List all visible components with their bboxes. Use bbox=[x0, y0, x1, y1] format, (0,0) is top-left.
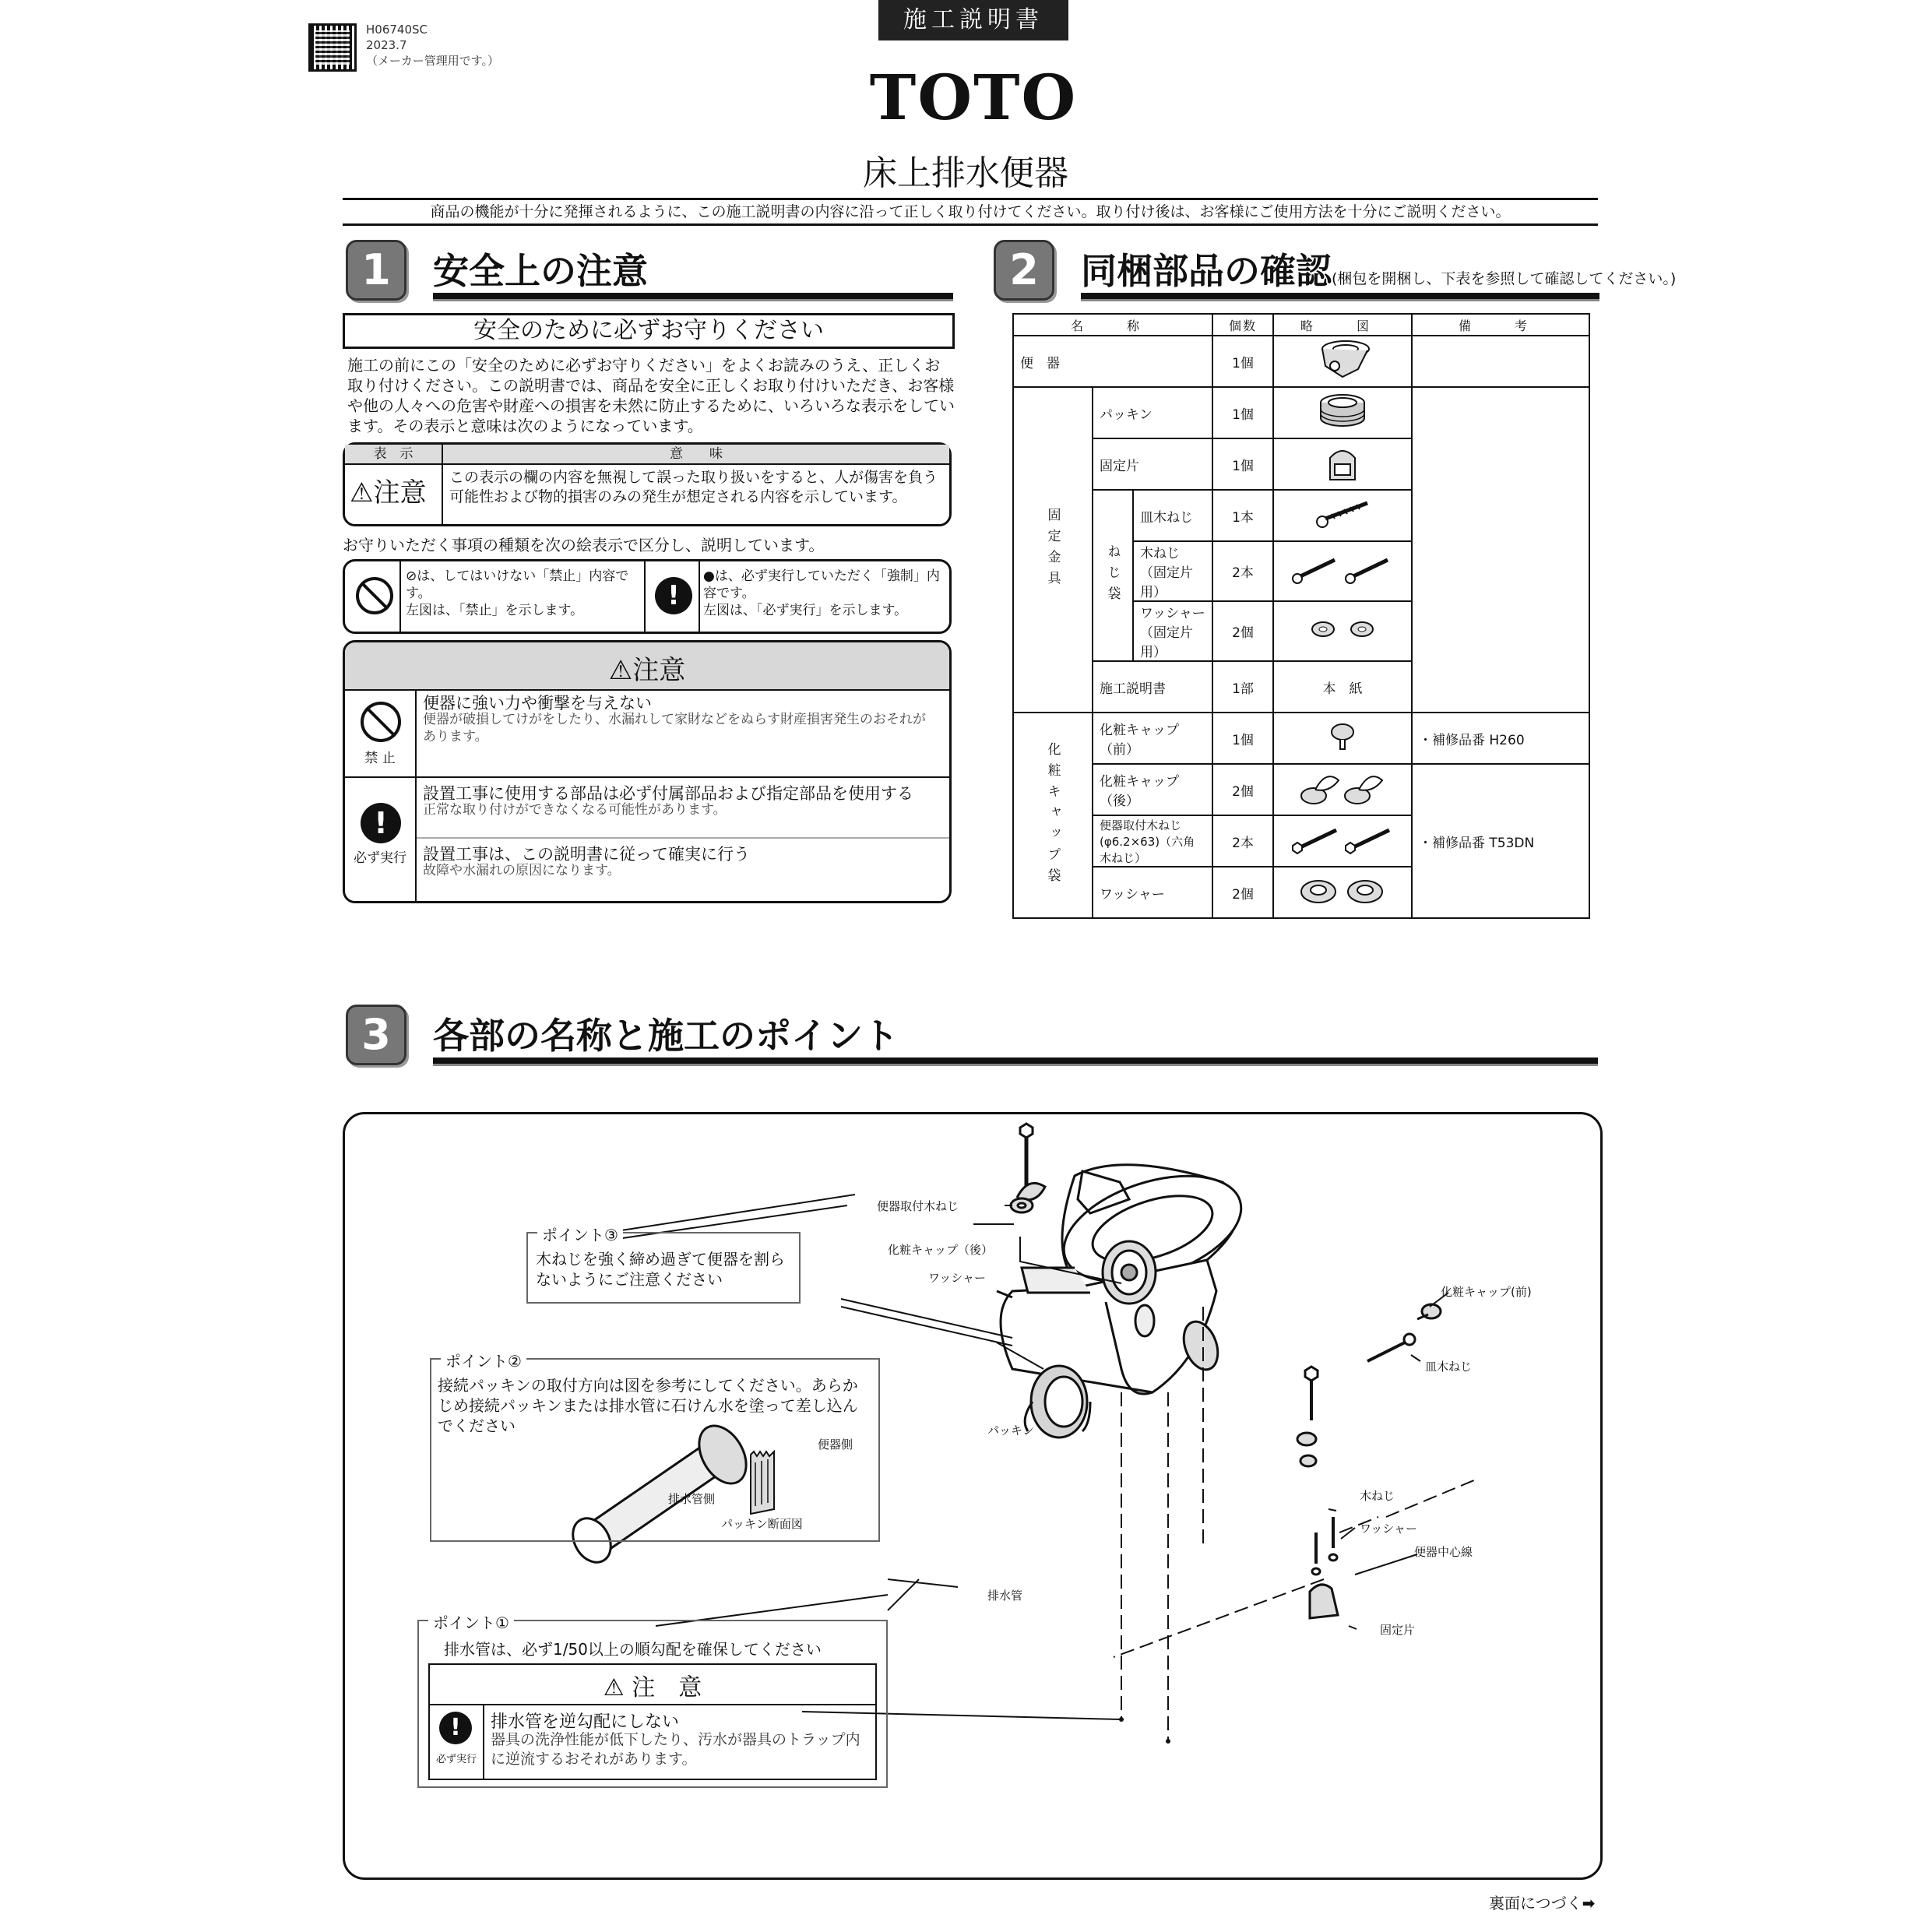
point-3-box bbox=[526, 1226, 801, 1304]
point-1-caution-head: 排水管を逆勾配にしない bbox=[491, 1712, 680, 1732]
toilet-figure bbox=[1273, 336, 1412, 387]
continue-note bbox=[1489, 1891, 1595, 1913]
brand-logo: TOTO bbox=[869, 61, 1078, 134]
legend-head-meaning: 意 味 bbox=[670, 446, 723, 462]
prohibit-icon bbox=[356, 577, 393, 614]
point-1-caution bbox=[428, 1663, 877, 1780]
legend-table bbox=[343, 442, 952, 526]
group-cap-bag: 化粧キャップ袋 bbox=[1013, 713, 1093, 918]
item-2-label: 必ず実行 bbox=[354, 850, 406, 866]
prohibit-icon bbox=[361, 702, 401, 742]
table-row: ねじ袋 皿木ねじ 1本 bbox=[1013, 490, 1589, 541]
item-2-body: 正常な取り付けができなくなる可能性があります。 bbox=[423, 802, 727, 818]
washer-large-figure bbox=[1273, 867, 1412, 918]
item-1-label: 禁 止 bbox=[364, 751, 396, 766]
washer-figure bbox=[1273, 601, 1412, 661]
section-3-rule bbox=[433, 1057, 1598, 1066]
packing-section-figure bbox=[743, 1447, 867, 1525]
cap-front bbox=[1417, 1304, 1441, 1319]
table-row: 便 器 1個 bbox=[1013, 336, 1589, 387]
point-3-label: ポイント③ bbox=[537, 1223, 623, 1245]
legend-mark-text: 注意 bbox=[373, 477, 427, 509]
section-1-number: 1 bbox=[346, 240, 406, 301]
legend-head-display: 表 示 bbox=[373, 446, 413, 462]
point-1-caution-title: ⚠ 注 意 bbox=[603, 1674, 702, 1701]
flat-screw bbox=[1367, 1334, 1415, 1361]
maker-note: （メーカー管理用です。） bbox=[366, 54, 500, 68]
label-wood-screw: 木ねじ bbox=[1360, 1489, 1395, 1503]
mandatory-icon: ! bbox=[439, 1712, 472, 1744]
fixing-piece-figure bbox=[1273, 438, 1412, 490]
mandatory-small-icon: ● bbox=[703, 568, 715, 584]
warning-triangle-icon: ⚠ bbox=[603, 1674, 625, 1701]
flat-screw-figure bbox=[1273, 490, 1412, 541]
intro-text: 商品の機能が十分に発揮されるように、この施工説明書の内容に沿って正しく取り付けてください。取り付け後は、お客様にご使用方法を十分にご説明ください。 bbox=[343, 198, 1598, 226]
label-flat-screw: 皿木ねじ bbox=[1425, 1360, 1473, 1374]
mandatory-text: ●は、必ず実行していただく「強制」内容です。 左図は、「必ず実行」を示します。 bbox=[703, 568, 940, 618]
doc-date: 2023.7 bbox=[366, 38, 407, 52]
label-mount-screw: 便器取付木ねじ bbox=[877, 1199, 959, 1213]
point-2-box bbox=[430, 1352, 880, 1542]
label-washer: ワッシャー bbox=[928, 1271, 986, 1285]
floor-mark bbox=[1119, 1717, 1124, 1722]
packing-toilet-side: 便器側 bbox=[818, 1438, 853, 1452]
legend-meaning: この表示の欄の内容を無視して誤った取り扱いをすると、人が傷害を負う可能性および物的損害のみの発生が想定される内容を示しています。 bbox=[449, 469, 938, 505]
label-drain-pipe: 排水管 bbox=[987, 1589, 1023, 1603]
packing-caption: パッキン断面図 bbox=[721, 1517, 803, 1531]
qr-code bbox=[308, 23, 357, 72]
item-1-head: 便器に強い力や衝撃を与えない bbox=[423, 694, 652, 713]
classify-text: お守りいただく事項の種類を次の絵表示で区分し、説明しています。 bbox=[343, 536, 825, 554]
section-2-title: 同梱部品の確認 bbox=[1081, 250, 1332, 292]
label-center-line: 便器中心線 bbox=[1414, 1545, 1473, 1559]
continue-text: 裏面につづく bbox=[1489, 1894, 1582, 1913]
cap-front-figure bbox=[1273, 713, 1412, 764]
point-1-caution-label: 必ず実行 bbox=[435, 1754, 477, 1765]
label-cap-front: 化粧キャップ(前) bbox=[1441, 1285, 1532, 1299]
table-row: 化粧キャップ袋 化粧キャップ（前） 1個 ・補修品番 H260 bbox=[1013, 713, 1589, 764]
table-row: 施工説明書 1部 本 紙 bbox=[1013, 661, 1589, 713]
section-3-number: 3 bbox=[346, 1005, 406, 1065]
product-title: 床上排水便器 bbox=[863, 153, 1068, 193]
mandatory-icon: ! bbox=[361, 803, 401, 843]
prohibit-small-icon: ⊘ bbox=[406, 568, 417, 584]
section-2-heading bbox=[1081, 243, 1676, 294]
packing-rings bbox=[1025, 1366, 1090, 1438]
parts-table bbox=[1012, 313, 1590, 919]
section-2-rule bbox=[1081, 293, 1599, 301]
table-row: 固定金具 パッキン 1個 bbox=[1013, 387, 1589, 438]
table-row: 化粧キャップ（後） 2個 ・補修品番 T53DN bbox=[1013, 764, 1589, 815]
section-2-number: 2 bbox=[994, 240, 1054, 301]
section-3-title: 各部の名称と施工のポイント bbox=[433, 1015, 899, 1057]
legend-mark bbox=[350, 471, 426, 509]
doc-type-tab: 施工説明書 bbox=[878, 0, 1068, 40]
drain-outlet bbox=[1103, 1241, 1156, 1304]
mount-screw-figure bbox=[1273, 815, 1412, 867]
cap-rear-figure bbox=[1273, 764, 1412, 815]
point-1-caution-body: 器具の洗浄性能が低下したり、汚水が器具のトラップ内に逆流するおそれがあります。 bbox=[491, 1731, 860, 1768]
section-1-title: 安全上の注意 bbox=[433, 250, 648, 292]
label-cap-rear: 化粧キャップ（後） bbox=[888, 1243, 994, 1257]
symbol-legend bbox=[343, 559, 952, 634]
section-2-subtitle: (梱包を開梱し、下表を参照して確認してください。) bbox=[1332, 270, 1677, 287]
table-row: ワッシャー 2個 bbox=[1013, 867, 1589, 918]
label-packing: パッキン bbox=[987, 1423, 1034, 1438]
caution-title: ⚠注意 bbox=[608, 655, 686, 686]
packing-drain-side: 排水管側 bbox=[668, 1492, 716, 1506]
item-3-head: 設置工事は、この説明書に従って確実に行う bbox=[423, 845, 750, 864]
floor-mark bbox=[1166, 1739, 1170, 1744]
packing-figure bbox=[1273, 387, 1412, 438]
doc-meta bbox=[366, 22, 499, 69]
arrow-right-icon: ➡ bbox=[1582, 1894, 1596, 1913]
table-header: 名 称 個数 略 図 備 考 bbox=[1013, 314, 1589, 336]
group-fixing: 固定金具 bbox=[1013, 387, 1093, 713]
prohibit-text: ⊘は、してはいけない「禁止」内容です。 左図は、「禁止」を示します。 bbox=[406, 568, 629, 618]
point-3-text: 木ねじを強く締め過ぎて便器を割らないようにご注意ください bbox=[536, 1250, 785, 1289]
item-2-head: 設置工事に使用する部品は必ず付属部品および指定部品を使用する bbox=[423, 784, 913, 803]
safety-banner: 安全のために必ずお守りください bbox=[343, 313, 955, 349]
safety-paragraph: 施工の前にこの「安全のために必ずお守りください」をよくお読みのうえ、正しくお取り付けください。この説明書では、商品を安全に正しくお取り付けいただき、お客様や他の人々への危害や財産への損害を未然に防止するために、いろいろな表示をしています。その表示と意味は次のようになっています。 bbox=[347, 356, 955, 435]
warning-triangle-icon: ⚠ bbox=[608, 655, 633, 686]
fixing-piece-drawing bbox=[1310, 1517, 1338, 1618]
point-1-box bbox=[417, 1614, 888, 1788]
table-row: 固定片 1個 bbox=[1013, 438, 1589, 490]
label-washer-2: ワッシャー bbox=[1360, 1522, 1417, 1536]
group-screw-bag: ねじ袋 bbox=[1093, 490, 1133, 661]
table-row: 木ねじ（固定片用） 2本 bbox=[1013, 541, 1589, 601]
point-2-label: ポイント② bbox=[441, 1349, 526, 1371]
mount-screw-left bbox=[1011, 1124, 1045, 1212]
doc-code: H06740SC bbox=[366, 23, 428, 37]
label-fixing-piece: 固定片 bbox=[1380, 1623, 1416, 1637]
wood-screw-figure bbox=[1273, 541, 1412, 601]
point-1-text: 排水管は、必ず1/50以上の順勾配を確保してください bbox=[444, 1640, 822, 1659]
point-1-label: ポイント① bbox=[428, 1610, 514, 1633]
table-row: ワッシャー（固定片用） 2個 bbox=[1013, 601, 1589, 661]
point-2-text: 接続パッキンの取付方向は図を参考にしてください。あらかじめ接続パッキンまたは排水管に石けん水を塗って差し込んでください bbox=[438, 1376, 858, 1435]
item-3-body: 故障や水漏れの原因になります。 bbox=[423, 863, 621, 878]
warning-triangle-icon: ⚠ bbox=[350, 477, 374, 509]
item-1-body: 便器が破損してけがをしたり、水漏れして家財などをぬらす財産損害発生のおそれがあります。 bbox=[423, 712, 926, 744]
mount-screw-right bbox=[1297, 1367, 1318, 1466]
caution-box bbox=[343, 640, 952, 903]
table-row: 便器取付木ねじ(φ6.2×63)（六角木ねじ） 2本 bbox=[1013, 815, 1589, 867]
mandatory-icon: ! bbox=[655, 577, 692, 614]
section-1-rule bbox=[433, 293, 953, 301]
